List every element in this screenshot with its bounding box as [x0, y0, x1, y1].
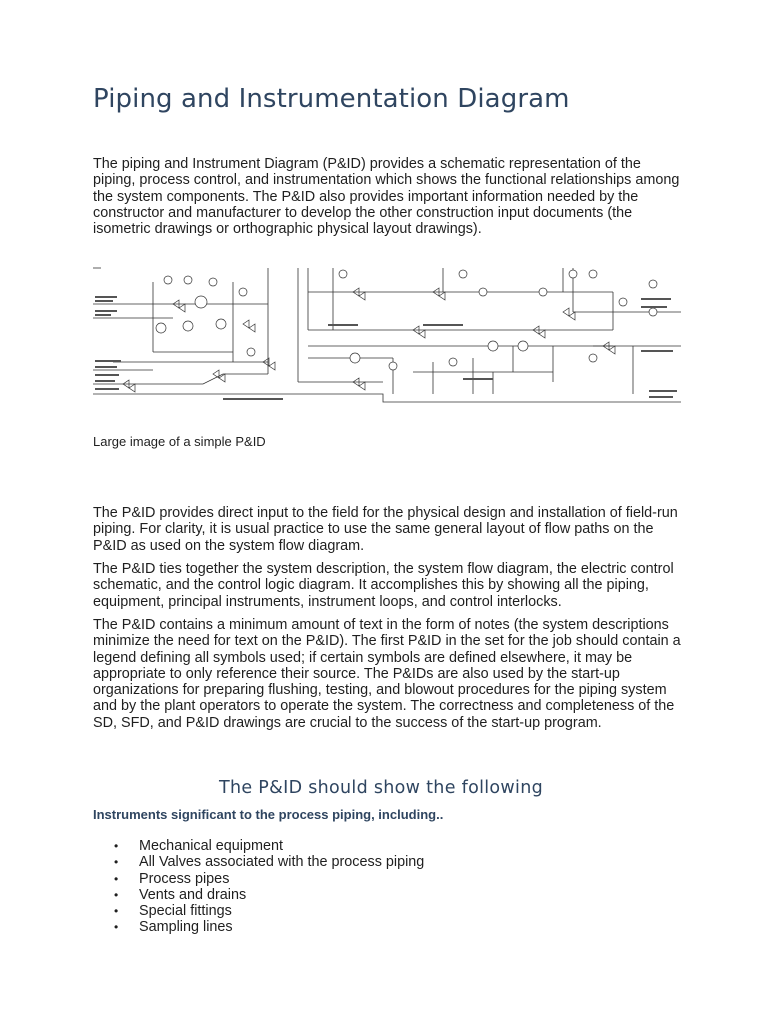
list-item-text: Vents and drains	[139, 886, 247, 903]
pid-schematic	[93, 262, 681, 410]
page-title: Piping and Instrumentation Diagram	[93, 84, 570, 114]
intro-paragraph: The piping and Instrument Diagram (P&ID) provides a schematic representation of the piping, process control, and instrumentation which shows the functional relationships among the system components. The P&ID also provides important information needed by the constructor and manufacturer to develop the other construction input documents (the isometric drawings or orthographic physical layout drawings).	[93, 156, 680, 238]
bullet-icon: •	[114, 920, 119, 935]
bullet-list	[114, 838, 424, 936]
section-heading-text: The P&ID should show the following	[219, 778, 543, 798]
list-item	[114, 871, 424, 887]
section-lead: Instruments significant to the process piping, including..	[93, 807, 444, 822]
pid-diagram-image	[93, 262, 681, 410]
bullet-icon: •	[114, 871, 119, 886]
paragraph-notes: The P&ID contains a minimum amount of text in the form of notes (the system descriptions minimize the need for text on the P&ID). The first P&ID in the set for the job should contain a legend defining all symbols used; if certain symbols are defined elsewhere, it may be appropriate to only reference their source. The P&IDs are also used by the start-up organizations for preparing flushing, testing, and blowout procedures for the piping system and by the plant operators to operate the system. The correctness and completeness of the SD, SFD, and P&ID drawings are crucial to the success of the start-up program.	[93, 617, 681, 731]
list-item	[114, 903, 424, 919]
list-item	[114, 854, 424, 870]
list-item-text: Special fittings	[139, 903, 232, 920]
list-item-text: Process pipes	[139, 870, 230, 887]
bullet-icon: •	[114, 855, 119, 870]
list-item-text: Mechanical equipment	[139, 838, 283, 854]
paragraph-field-input: The P&ID provides direct input to the field for the physical design and installation of field-run piping. For clarity, it is usual practice to use the same general layout of flow paths on the P&ID as used on the system flow diagram.	[93, 505, 678, 554]
bullet-icon: •	[114, 839, 119, 853]
bullet-icon: •	[114, 904, 119, 919]
section-heading	[0, 778, 650, 798]
list-item	[114, 887, 424, 903]
list-item	[114, 919, 424, 935]
bullet-icon: •	[114, 887, 119, 902]
list-item-text: All Valves associated with the process piping	[139, 854, 425, 871]
list-item	[114, 838, 424, 854]
paragraph-ties-together: The P&ID ties together the system description, the system flow diagram, the electric control schematic, and the control logic diagram. It accomplishes this by showing all the piping, equipment, principal instruments, instrument loops, and control interlocks.	[93, 561, 674, 610]
figure-caption: Large image of a simple P&ID	[93, 434, 266, 449]
list-item-text: Sampling lines	[139, 919, 233, 936]
